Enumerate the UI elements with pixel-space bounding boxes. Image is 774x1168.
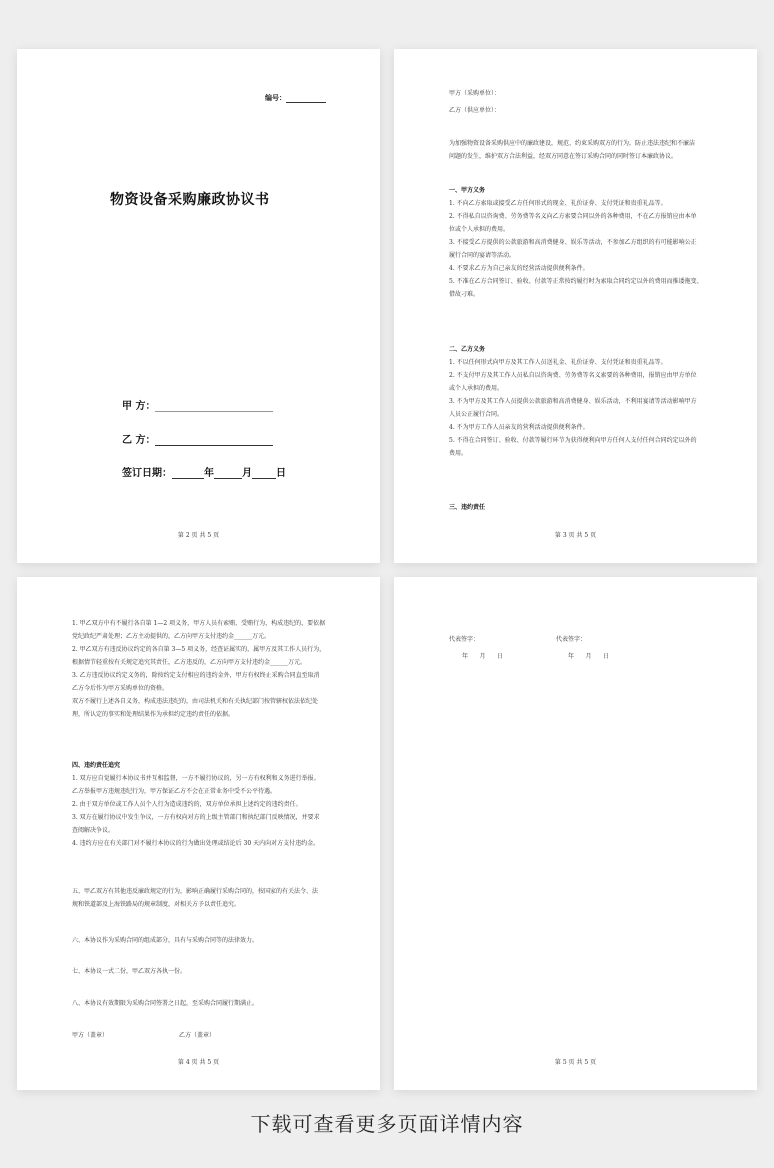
month-line — [214, 469, 242, 479]
page-footer: 第 3 页 共 5 页 — [554, 532, 597, 539]
section-six: 六、本协议作为采购合同的组成部分，具有与采购合同等的法律效力。 — [72, 937, 259, 944]
section-heading: 三、违约责任 — [449, 504, 486, 511]
clause-line: 3. 不为甲方及其工作人员提供公款旅游和高消费健身、娱乐活动，不利用宴请等活动影响甲方 — [449, 398, 697, 405]
clause-line: 3. 双方在履行协议中发生争议，一方有权向对方的上级主管部门和执纪部门反映情况，并要求 — [72, 814, 320, 821]
clause-line: 3. 不接受乙方提供的公款旅游和高消费健身、娱乐等活动，不参加乙方组织的有可能影响公正 — [449, 239, 697, 246]
clause-line: 2. 由于双方单位或工作人员个人行为造成违约的，双方单位承担上述约定的违约责任。 — [72, 801, 302, 808]
clause-line: 4. 不要求乙方为自己亲友的经营活动提供便利条件。 — [449, 265, 589, 272]
clause-line: 2. 甲乙双方有违反协议约定的各自第 3—5 项义务，经查证属实的，属甲方及其工作人员行为， — [72, 646, 326, 653]
clause-line: 党纪政纪严肃处理；乙方主动提供的，乙方向甲方支付违约金______万元。 — [72, 633, 271, 640]
party-b-label: 乙 方： — [122, 435, 156, 446]
party-b-field — [122, 431, 273, 446]
section-liability-heading — [449, 501, 485, 514]
clause-line: 规和铁道部及上海铁路局的规章制度，对相关方予以责任追究。 — [72, 901, 241, 908]
document-page-5 — [394, 577, 757, 1090]
clause-line: 查阅解决争议。 — [72, 827, 115, 834]
day-label: 日 — [276, 468, 286, 479]
party-a-text: 甲方（采购单位）： — [449, 90, 501, 97]
rep-date-a: 年 月 日 — [462, 653, 503, 660]
document-title: 物资设备采购廉政协议书 — [110, 192, 270, 208]
seal-party-a: 甲方（盖章） — [72, 1032, 109, 1039]
clause-line: 费用。 — [449, 450, 468, 457]
clause-line: 五、甲乙双方有其他违反廉政规定的行为，影响正确履行采购合同的，按国家的有关法令、法 — [72, 888, 319, 895]
rep-date-b: 年 月 日 — [568, 653, 609, 660]
clause-line: 根据情节轻重按有关规定追究其责任，乙方违反的，乙方向甲方支付违约金______万元。 — [72, 659, 307, 666]
year-line — [172, 469, 204, 479]
intro-line: 问题的发生，维护双方合法利益，经双方同意在签订采购合同的同时签订本廉政协议。 — [449, 153, 678, 160]
serial-number-label: 编号： — [265, 93, 286, 102]
section-eight: 八、本协议有效期限为采购合同签署之日起，至采购合同履行期满止。 — [72, 1000, 259, 1007]
party-info — [449, 87, 500, 117]
liability-clauses — [72, 617, 325, 721]
document-page-2 — [17, 49, 380, 563]
clause-line: 4. 不为甲方工作人员亲友的营利活动提供便利条件。 — [449, 424, 589, 431]
serial-number-line — [286, 93, 326, 103]
rep-signature-b: 代表签字： — [556, 636, 587, 643]
year-label: 年 — [204, 468, 214, 479]
rep-signature-a: 代表签字： — [449, 636, 480, 643]
clause-line: 1. 不以任何形式向甲方及其工作人员送礼金、礼价证券、支付凭证和贵重礼品等。 — [449, 359, 667, 366]
section-five — [72, 885, 318, 911]
document-page-3 — [394, 49, 757, 563]
document-page-4 — [17, 577, 380, 1090]
section-heading: 一、甲方义务 — [449, 187, 486, 194]
party-a-line — [155, 402, 273, 412]
clause-line: 1. 不向乙方索取或接受乙方任何形式的现金、礼价证券、支付凭证和贵重礼品等。 — [449, 200, 667, 207]
clause-line: 理，所认定的事实和处理结果作为承担约定违约责任的依据。 — [72, 711, 235, 718]
clause-line: 3. 乙方违反协议约定义务的，除按约定支付相应的违约金外，甲方有权终止采购合同直至取消 — [72, 672, 320, 679]
party-b-line — [155, 436, 273, 446]
clause-line: 或个人承担的费用。 — [449, 385, 504, 392]
clause-line: 2. 不得私自以咨询费、劳务费等名义向乙方索要合同以外的各种费用，不在乙方报销应由本单 — [449, 213, 697, 220]
section-seven: 七、本协议一式二份，甲乙双方各执一份。 — [72, 968, 187, 975]
clause-line: 5. 不得在合同签订、验收、付款等履行环节为获得便利向甲方任何人支付任何合同约定以外的 — [449, 437, 697, 444]
clause-line: 2. 不支付甲方及其工作人员私自以咨询费、劳务费等名义索要的各种费用，报销应由甲方单位 — [449, 372, 697, 379]
sign-date-label: 签订日期： — [122, 468, 172, 479]
section-party-b-duties — [449, 343, 697, 460]
intro-line: 为加强物资设备采购供应中的廉政建设，规范、约束采购双方的行为，防止违法违纪和不廉洁 — [449, 140, 696, 147]
clause-line: 人员公正履行合同。 — [449, 411, 504, 418]
clause-line: 借故刁难。 — [449, 291, 480, 298]
page-footer: 第 4 页 共 5 页 — [177, 1059, 220, 1066]
clause-line: 5. 不准在乙方合同签订、验收、付款等正常按约履行时为索取合同约定以外的费用而推诿拖变、 — [449, 278, 703, 285]
intro-paragraph — [449, 137, 695, 163]
section-liability-pursuit — [72, 759, 320, 850]
section-heading: 四、违约责任追究 — [72, 762, 121, 769]
serial-number-field — [265, 93, 326, 103]
clause-line: 4. 违约方应在有关部门对不履行本协议的行为做出处理或结论后 30 天内向对方支付违约金。 — [72, 840, 320, 847]
section-party-a-duties — [449, 184, 703, 301]
clause-line: 双方不履行上述各自义务，构成违法违纪的，由司法机关和有关执纪部门按管辖权依法依纪处 — [72, 698, 319, 705]
month-label: 月 — [242, 468, 252, 479]
section-heading: 二、乙方义务 — [449, 346, 486, 353]
clause-line: 1. 甲乙双方中有不履行各自第 1—2 项义务，甲方人员有索贿、受贿行为，构成违纪的，要依据 — [72, 620, 326, 627]
party-a-field — [122, 397, 273, 412]
clause-line: 履行合同的宴请等活动。 — [449, 252, 516, 259]
party-b-text: 乙方（供应单位）： — [449, 107, 501, 114]
clause-line: 1. 双方应自觉履行本协议书并互相监督，一方不履行协议的，另一方有权利和义务进行举报。 — [72, 775, 320, 782]
page-footer: 第 2 页 共 5 页 — [177, 532, 220, 539]
sign-date-field — [122, 464, 286, 479]
clause-line: 乙方今后作为甲方采购单位的资格。 — [72, 685, 169, 692]
clause-line: 乙方举报甲方违规违纪行为，甲方保证乙方不会在正常业务中受不公平待遇。 — [72, 788, 277, 795]
download-caption: 下载可查看更多页面详情内容 — [250, 1112, 524, 1136]
page-footer: 第 5 页 共 5 页 — [554, 1059, 597, 1066]
party-a-label: 甲 方： — [122, 401, 156, 412]
day-line — [252, 469, 276, 479]
clause-line: 位或个人承担的费用。 — [449, 226, 510, 233]
seal-party-b: 乙方（盖章） — [179, 1032, 216, 1039]
